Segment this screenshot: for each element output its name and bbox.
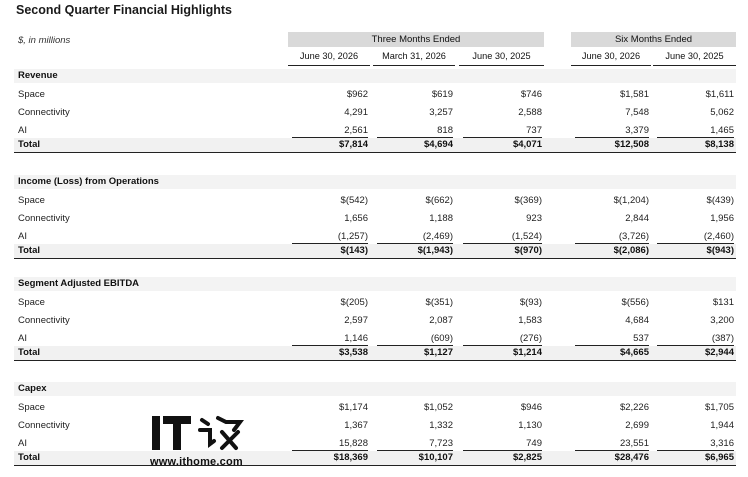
total-cell: $3,538 xyxy=(338,347,368,358)
value-cell: 3,316 xyxy=(710,438,734,449)
value-cell: $1,581 xyxy=(619,89,649,100)
value-cell: 2,087 xyxy=(429,315,453,326)
value-cell: 1,944 xyxy=(710,420,734,431)
column-header: June 30, 2025 xyxy=(459,48,544,66)
total-row-label: Total xyxy=(18,347,40,358)
value-cell: $1,174 xyxy=(338,402,368,413)
total-cell: $12,508 xyxy=(614,139,649,150)
value-cell: $(556) xyxy=(621,297,649,308)
section-title: Income (Loss) from Operations xyxy=(18,176,159,187)
total-bottom-rule xyxy=(14,152,736,153)
value-cell: $(93) xyxy=(519,297,542,308)
row-label: Connectivity xyxy=(18,107,70,118)
value-cell: 3,379 xyxy=(625,125,649,136)
value-cell: (387) xyxy=(711,333,734,344)
value-cell: 1,465 xyxy=(710,125,734,136)
value-cell: 3,257 xyxy=(429,107,453,118)
value-cell: $(205) xyxy=(340,297,368,308)
value-cell: $619 xyxy=(431,89,453,100)
value-cell: $(439) xyxy=(706,195,734,206)
total-row-label: Total xyxy=(18,245,40,256)
value-cell: $1,052 xyxy=(423,402,453,413)
total-bottom-rule xyxy=(14,465,736,466)
total-cell: $18,369 xyxy=(333,452,368,463)
total-row-label: Total xyxy=(18,452,40,463)
row-label: Space xyxy=(18,195,45,206)
total-cell: $7,814 xyxy=(338,139,368,150)
group-header-three-months: Three Months Ended xyxy=(288,32,544,47)
page-title: Second Quarter Financial Highlights xyxy=(16,3,233,17)
value-cell: 2,597 xyxy=(344,315,368,326)
total-cell: $4,071 xyxy=(512,139,542,150)
value-cell: 537 xyxy=(633,333,649,344)
row-label: AI xyxy=(18,333,27,344)
column-header: June 30, 2026 xyxy=(288,48,370,66)
row-label: AI xyxy=(18,438,27,449)
value-cell: $2,226 xyxy=(619,402,649,413)
column-header: June 30, 2025 xyxy=(653,48,736,66)
value-cell: $946 xyxy=(520,402,542,413)
value-cell: 2,561 xyxy=(344,125,368,136)
value-cell: 7,723 xyxy=(429,438,453,449)
total-cell: $(2,086) xyxy=(613,245,649,256)
value-cell: 1,188 xyxy=(429,213,453,224)
row-label: AI xyxy=(18,231,27,242)
value-cell: 2,588 xyxy=(518,107,542,118)
total-cell: $1,127 xyxy=(423,347,453,358)
total-cell: $(943) xyxy=(706,245,734,256)
value-cell: 737 xyxy=(526,125,542,136)
value-cell: 1,656 xyxy=(344,213,368,224)
row-label: Connectivity xyxy=(18,315,70,326)
value-cell: 1,332 xyxy=(429,420,453,431)
value-cell: (1,524) xyxy=(511,231,542,242)
value-cell: (2,460) xyxy=(703,231,734,242)
value-cell: 5,062 xyxy=(710,107,734,118)
value-cell: 2,844 xyxy=(625,213,649,224)
value-cell: 1,367 xyxy=(344,420,368,431)
value-cell: $1,705 xyxy=(704,402,734,413)
total-cell: $1,214 xyxy=(512,347,542,358)
total-bottom-rule xyxy=(14,258,736,259)
total-cell: $6,965 xyxy=(704,452,734,463)
value-cell: $962 xyxy=(346,89,368,100)
total-cell: $28,476 xyxy=(614,452,649,463)
column-header: June 30, 2026 xyxy=(571,48,651,66)
value-cell: (3,726) xyxy=(618,231,649,242)
value-cell: 1,146 xyxy=(344,333,368,344)
value-cell: (609) xyxy=(430,333,453,344)
value-cell: (2,469) xyxy=(422,231,453,242)
value-cell: $(662) xyxy=(425,195,453,206)
total-cell: $2,944 xyxy=(704,347,734,358)
value-cell: (1,257) xyxy=(337,231,368,242)
total-cell: $(970) xyxy=(514,245,542,256)
value-cell: $746 xyxy=(520,89,542,100)
value-cell: $(351) xyxy=(425,297,453,308)
value-cell: 1,130 xyxy=(518,420,542,431)
value-cell: 3,200 xyxy=(710,315,734,326)
value-cell: 7,548 xyxy=(625,107,649,118)
value-cell: (276) xyxy=(519,333,542,344)
watermark-url: www.ithome.com xyxy=(150,456,243,468)
row-label: Connectivity xyxy=(18,213,70,224)
value-cell: $(369) xyxy=(514,195,542,206)
units-note: $, in millions xyxy=(18,35,71,46)
row-label: Space xyxy=(18,89,45,100)
section-band xyxy=(14,69,736,83)
total-cell: $(1,943) xyxy=(417,245,453,256)
value-cell: 818 xyxy=(437,125,453,136)
total-cell: $8,138 xyxy=(704,139,734,150)
total-cell: $10,107 xyxy=(418,452,453,463)
value-cell: $(1,204) xyxy=(613,195,649,206)
row-label: Space xyxy=(18,297,45,308)
value-cell: $(542) xyxy=(340,195,368,206)
section-band xyxy=(14,382,736,396)
total-cell: $(143) xyxy=(340,245,368,256)
row-label: Connectivity xyxy=(18,420,70,431)
value-cell: 4,684 xyxy=(625,315,649,326)
value-cell: 23,551 xyxy=(619,438,649,449)
value-cell: $131 xyxy=(712,297,734,308)
total-row-label: Total xyxy=(18,139,40,150)
value-cell: 15,828 xyxy=(338,438,368,449)
section-title: Segment Adjusted EBITDA xyxy=(18,278,140,289)
value-cell: $1,611 xyxy=(705,89,734,100)
value-cell: 4,291 xyxy=(344,107,368,118)
total-cell: $4,694 xyxy=(423,139,453,150)
row-label: AI xyxy=(18,125,27,136)
value-cell: 923 xyxy=(526,213,542,224)
value-cell: 1,956 xyxy=(710,213,734,224)
value-cell: 2,699 xyxy=(625,420,649,431)
total-cell: $2,825 xyxy=(512,452,542,463)
total-bottom-rule xyxy=(14,360,736,361)
group-header-six-months: Six Months Ended xyxy=(571,32,736,47)
section-title: Revenue xyxy=(18,70,58,81)
value-cell: 1,583 xyxy=(518,315,542,326)
row-label: Space xyxy=(18,402,45,413)
value-cell: 749 xyxy=(526,438,542,449)
total-cell: $4,665 xyxy=(619,347,649,358)
column-header: March 31, 2026 xyxy=(373,48,455,66)
section-title: Capex xyxy=(18,383,47,394)
